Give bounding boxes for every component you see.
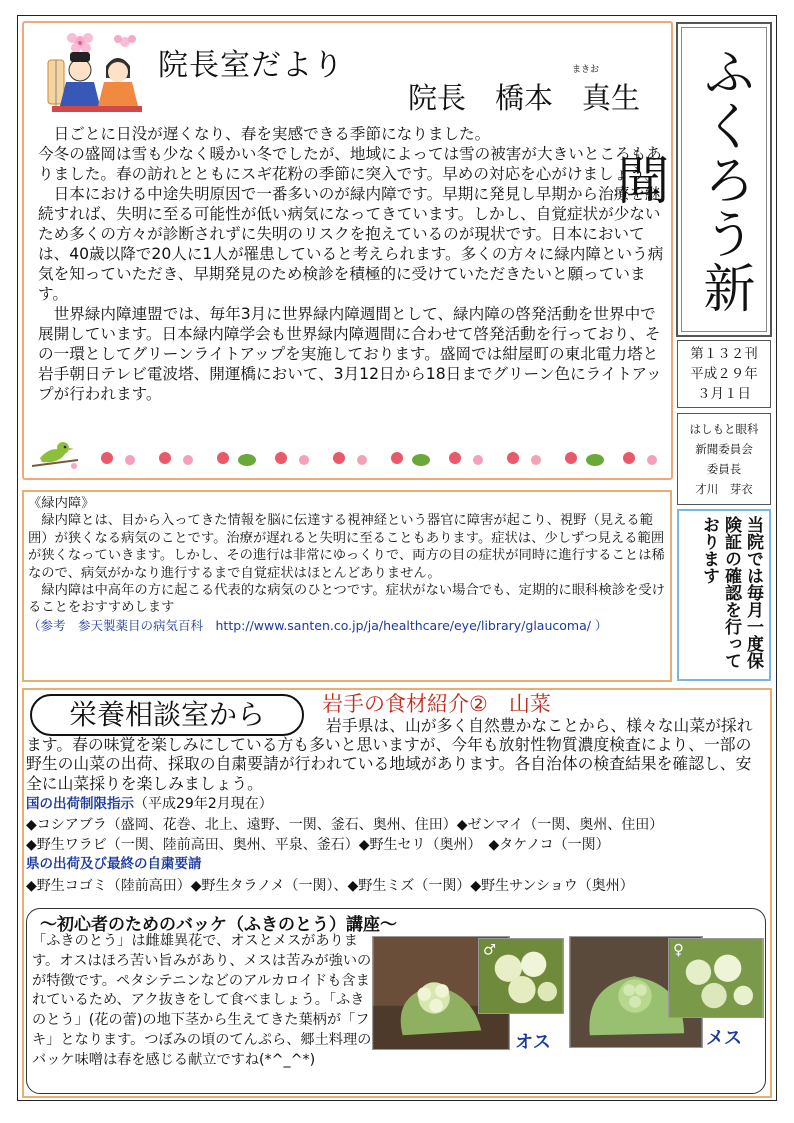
female-symbol: ♀ [673, 941, 684, 959]
national-restriction-line: ◆野生ワラビ（一関、陸前高田、奥州、平泉、釜石）◆野生セリ（奥州） ◆タケノコ（一関） [26, 837, 610, 853]
national-heading: 国の出荷制限指示 [26, 796, 134, 812]
issue-info [677, 340, 771, 408]
national-restriction-line: ◆コシアブラ（盛岡、花巻、北上、遠野、一関、釜石、奥州、住田）◆ゼンマイ（一関、奥州、住田） [26, 817, 664, 833]
director-paragraph: 日本における中途失明原因で一番多いのが緑内障です。早期に発見し早期から治療を継続すれば、失明に至る可能性が低い病気になってきています。しかし、自覚症状が少ないため多くの方々が診断されずに失明のリスクを抱えているのが現状です。日本においては、40歳以降で20人に1人が罹患していると考えられます。多くの方々に緑内障という病気を知っていただき、早期発見のため検診を積極的に受けていただきたいと願っています。 [38, 185, 664, 303]
glaucoma-paragraph: 緑内障は中高年の方に起こる代表的な病気のひとつです。症状がない場合でも、定期的に眼科検診を受けることをおすすめします [28, 583, 665, 616]
nutrition-subtitle: 岩手の食材紹介② 山菜 [322, 692, 551, 716]
glaucoma-heading: 《緑内障》 [28, 496, 95, 511]
nutrition-body-text: 岩手県は、山が多く自然豊かなことから、様々な山菜が採れます。春の味覚を楽しみにしている方も多いと思いますが、今年も放射性物質濃度検査により、一部の野生の山菜の出荷、採取の自粛要請が行われている地域があります。各自治体の検査結果を確認し、安全に山菜採りを楽しみましょう。 [26, 716, 753, 793]
nutrition-body [26, 716, 766, 793]
editor-role: 委員長 [706, 462, 742, 476]
editor-clinic: はしもと眼科 [689, 422, 759, 436]
glaucoma-paragraph: 緑内障とは、目から入ってきた情報を脳に伝達する視神経という器官に障害が起こり、視野（見える範囲）が狭くなる病気のことです。治療が遅れると失明に至ることもあります。症状は、少しずつ見える範囲が狭くなっていきます。しかし、その進行は非常にゆっくりで、両方の目の症状が同時に進行することは稀なので、病気がかなり進行するまで自覚症状はほとんどありません。 [28, 513, 665, 581]
glaucoma-article [28, 495, 668, 634]
director-paragraph: 日ごとに日没が遅くなり、春を実感できる季節になりました。 [53, 125, 491, 143]
director-role: 院長 [408, 81, 467, 115]
bakke-title: ～初心者のためのバッケ（ふきのとう）講座～ [40, 915, 397, 935]
national-note: （平成29年2月現在） [134, 796, 273, 812]
nutrition-title: 栄養相談室から [30, 694, 304, 736]
male-label: オス [515, 1032, 551, 1053]
bird-branch-illustration [30, 430, 80, 470]
director-name: 橋本 真生 [495, 81, 641, 115]
director-name-ruby: まきお [572, 65, 600, 75]
hina-dolls-illustration [30, 30, 150, 118]
cherry-blossom-icon [67, 33, 136, 53]
male-flower-closeup [478, 938, 564, 1014]
flower-bird-border [95, 446, 660, 470]
national-restriction-heading [26, 794, 766, 814]
director-column-title: 院長室だより [158, 48, 344, 83]
female-label: メス [706, 1028, 742, 1049]
issue-date: ３月１日 [697, 386, 751, 402]
director-paragraph: 今冬の盛岡は雪も少なく暖かい冬でしたが、地域によっては雪の被害が大きいところもありました。春の訪れとともにスギ花粉の季節に突入です。早めの対応を心がけましょう。 [38, 145, 662, 183]
editor-info [677, 413, 771, 505]
director-author [408, 76, 640, 117]
pref-restriction-line: ◆野生コゴミ（陸前高田）◆野生タラノメ（一関）、◆野生ミズ（一関）◆野生サンショウ（奥州） [26, 878, 634, 894]
male-symbol: ♂ [483, 941, 497, 959]
newspaper-title: ふくろう新聞 [608, 44, 754, 315]
editor-committee: 新聞委員会 [695, 442, 753, 456]
director-paragraph: 世界緑内障連盟では、毎年3月に世界緑内障週間として、緑内障の啓発活動を世界中で展開しています。日本緑内障学会も世界緑内障週間に合わせて啓発活動を行っており、その一環としてグリーンライトアップを実施しております。盛岡では紺屋町の東北電力塔と岩手朝日テレビ電波塔、開運橋において、3月12日から18日までグリーン色にライトアップが行われます。 [38, 305, 662, 403]
insurance-notice-text: 当院では毎月一度保険証の確認を行っております [699, 516, 763, 669]
editor-name: 才川 芽衣 [695, 482, 753, 496]
issue-number: 第１３２刊 [690, 346, 758, 362]
bakke-body: 「ふきのとう」は雌雄異花で、オスとメスがあります。オスはほろ苦い旨みがあり、メスは苦みが強いのが特徴です。ペタシテニンなどのアルカロイドも含まれているため、アク抜きをして食べましょう。「ふきのとう」(花の蕾)の地下茎から生えてきた葉柄が「フキ」となります。つぼみの頃のてんぷら、郷土料理のバッケ味噌は春を感じる献立ですね(*^_^*) [32, 933, 372, 1068]
pref-restriction-heading: 県の出荷及び最終の自粛要請 [26, 856, 202, 872]
issue-year: 平成２９年 [690, 366, 758, 382]
glaucoma-reference: （参考 参天製薬目の病気百科 http://www.santen.co.jp/ja/healthcare/eye/library/glaucoma/ ） [28, 617, 608, 633]
director-article-body [38, 124, 668, 404]
female-flower-closeup [668, 938, 764, 1018]
